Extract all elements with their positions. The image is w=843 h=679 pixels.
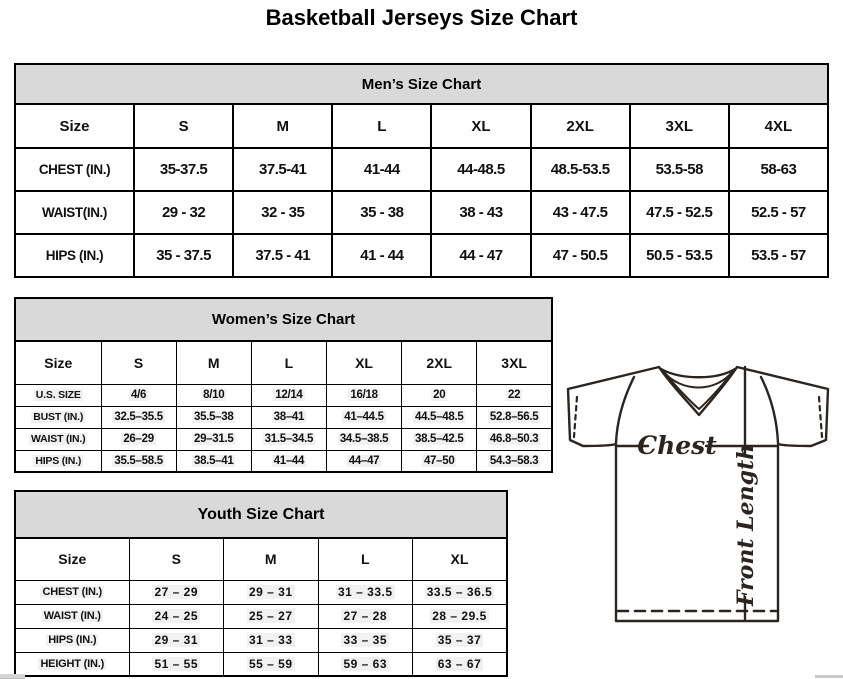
measurement-value-cell: 41-44 (332, 148, 431, 191)
mens-size-table (14, 103, 829, 278)
measurement-row (15, 191, 828, 234)
cell-text: 32.5–35.5 (114, 411, 163, 423)
collar-back-arc-outer (661, 369, 735, 377)
size-header-cell: S (134, 104, 233, 148)
size-header-cell: S (101, 341, 176, 384)
measurement-value-cell (318, 628, 413, 652)
measurement-value-cell: 58-63 (729, 148, 828, 191)
cell-text: 59 – 63 (343, 656, 388, 671)
cell-text: 16/18 (350, 389, 378, 401)
size-header-cell: M (233, 104, 332, 148)
measurement-value-cell: 48.5-53.5 (531, 148, 630, 191)
size-header-cell: 3XL (630, 104, 729, 148)
measurement-value-cell (176, 428, 251, 450)
measurement-row (15, 450, 552, 472)
measurement-value-cell: 53.5 - 57 (729, 234, 828, 277)
measurement-row (15, 384, 552, 406)
cell-text: 27 – 28 (343, 609, 388, 623)
measurement-value-cell (477, 428, 552, 450)
measurement-value-cell (176, 384, 251, 406)
measurement-value-cell: 41 - 44 (332, 234, 431, 277)
measurement-value-cell (251, 384, 326, 406)
jersey-outline (568, 367, 828, 621)
size-header-cell: 3XL (477, 341, 552, 384)
measurement-row (15, 148, 828, 191)
cell-text: 29 – 31 (248, 585, 293, 599)
measurement-row-label (15, 580, 129, 604)
size-header-row (15, 341, 552, 384)
measurement-row-label (15, 604, 129, 628)
size-header-row (15, 538, 507, 580)
cell-text: 55 – 59 (248, 656, 293, 671)
cell-text: HIPS (IN.) (48, 634, 97, 646)
cell-text: 31 – 33 (248, 633, 293, 647)
horizontal-scrollbar-fragment-left[interactable] (0, 674, 25, 679)
measurement-value-cell (326, 450, 401, 472)
measurement-row (15, 604, 507, 628)
measurement-row-label (15, 406, 101, 428)
measurement-row-label (15, 428, 101, 450)
mens-size-chart-section (14, 63, 829, 278)
measurement-value-cell (224, 580, 319, 604)
cell-text: 54.3–58.3 (489, 454, 539, 467)
measurement-value-cell: 47.5 - 52.5 (630, 191, 729, 234)
cell-text: 12/14 (275, 389, 303, 401)
cell-text: 29 – 31 (154, 633, 199, 647)
size-header-cell: 4XL (729, 104, 828, 148)
measurement-value-cell (326, 406, 401, 428)
size-header-cell: XL (413, 538, 508, 580)
measurement-value-cell: 43 - 47.5 (531, 191, 630, 234)
cell-text: 35.5–38 (193, 411, 234, 423)
measurement-value-cell (101, 384, 176, 406)
cell-text: 44.5–48.5 (414, 411, 464, 423)
measurement-row (15, 580, 507, 604)
cell-text: 31.5–34.5 (264, 433, 314, 445)
size-header-cell: M (224, 538, 319, 580)
cell-text: 47–50 (423, 454, 455, 467)
measurement-value-cell (224, 652, 319, 676)
size-column-label: Size (15, 538, 129, 580)
right-cuff-dashed-line (819, 397, 822, 437)
measurement-value-cell (326, 428, 401, 450)
measurement-value-cell (318, 652, 413, 676)
size-header-cell: L (318, 538, 413, 580)
measurement-value-cell: 29 - 32 (134, 191, 233, 234)
measurement-value-cell (176, 450, 251, 472)
left-cuff-dashed-line (574, 397, 577, 437)
measurement-value-cell (129, 580, 224, 604)
measurement-row (15, 406, 552, 428)
cell-text: 4/6 (131, 389, 147, 401)
size-header-cell: 2XL (402, 341, 477, 384)
measurement-row (15, 628, 507, 652)
right-armhole-seam-line (761, 377, 778, 443)
measurement-value-cell: 35 - 37.5 (134, 234, 233, 277)
cell-text: 28 – 29.5 (432, 609, 487, 623)
measurement-value-cell: 53.5-58 (630, 148, 729, 191)
cell-text: 46.8–50.3 (489, 433, 539, 445)
measurement-value-cell (413, 628, 508, 652)
measurement-value-cell (477, 384, 552, 406)
measurement-value-cell: 44-48.5 (431, 148, 530, 191)
measurement-value-cell (413, 580, 508, 604)
youth-size-table (14, 537, 508, 677)
cell-text: WAIST (IN.) (31, 433, 86, 445)
cell-text: 41–44.5 (344, 411, 384, 423)
cell-text: 34.5–38.5 (339, 433, 389, 445)
size-header-cell: 2XL (531, 104, 630, 148)
measurement-value-cell: 47 - 50.5 (531, 234, 630, 277)
measurement-value-cell (224, 628, 319, 652)
measurement-value-cell (129, 628, 224, 652)
measurement-value-cell (101, 450, 176, 472)
cell-text: 51 – 55 (154, 656, 199, 671)
measurement-value-cell (402, 406, 477, 428)
womens-size-chart-section (14, 297, 553, 473)
measurement-value-cell (318, 580, 413, 604)
cell-text: 20 (433, 389, 446, 401)
cell-text: U.S. SIZE (35, 389, 81, 401)
measurement-value-cell (251, 428, 326, 450)
measurement-value-cell (101, 406, 176, 428)
cell-text: 33.5 – 36.5 (426, 585, 493, 599)
youth-size-chart-section (14, 490, 508, 677)
cell-text: 33 – 35 (343, 633, 388, 647)
measurement-row-label (15, 450, 101, 472)
page-title: Basketball Jerseys Size Chart (265, 5, 578, 30)
horizontal-scrollbar-fragment-right[interactable] (815, 675, 843, 678)
measurement-value-cell: 35 - 38 (332, 191, 431, 234)
cell-text: 41–44 (273, 454, 305, 467)
jersey-diagram (555, 353, 843, 649)
cell-text: 38.5–41 (193, 454, 234, 467)
size-header-cell: XL (431, 104, 530, 148)
cell-text: 35 – 37 (437, 633, 482, 647)
size-header-cell: S (129, 538, 224, 580)
size-column-label: Size (15, 104, 134, 148)
cell-text: 8/10 (203, 389, 225, 401)
size-header-cell: M (176, 341, 251, 384)
measurement-row-label (15, 384, 101, 406)
measurement-value-cell: 35-37.5 (134, 148, 233, 191)
measurement-value-cell: 50.5 - 53.5 (630, 234, 729, 277)
size-header-cell: L (251, 341, 326, 384)
measurement-row (15, 234, 828, 277)
measurement-value-cell (129, 652, 224, 676)
chest-label: Chest (637, 431, 717, 460)
measurement-value-cell (326, 384, 401, 406)
measurement-value-cell (101, 428, 176, 450)
measurement-value-cell (402, 450, 477, 472)
cell-text: 25 – 27 (248, 609, 293, 623)
measurement-value-cell (477, 406, 552, 428)
womens-size-table (14, 340, 553, 473)
size-header-cell: L (332, 104, 431, 148)
measurement-row (15, 428, 552, 450)
measurement-row (15, 652, 507, 676)
measurement-value-cell: 38 - 43 (431, 191, 530, 234)
cell-text: 63 – 67 (437, 656, 482, 671)
size-column-label: Size (15, 341, 101, 384)
cell-text: HIPS (IN.) (35, 454, 82, 467)
measurement-row-label: HIPS (IN.) (15, 234, 134, 277)
youth-chart-title: Youth Size Chart (14, 490, 508, 537)
measurement-value-cell (413, 652, 508, 676)
cell-text: 26–29 (123, 433, 154, 445)
measurement-value-cell (477, 450, 552, 472)
left-armhole-seam-line (616, 377, 634, 443)
cell-text: WAIST (IN.) (43, 610, 101, 622)
size-header-cell: XL (326, 341, 401, 384)
measurement-value-cell (129, 604, 224, 628)
cell-text: 29–31.5 (193, 433, 234, 445)
measurement-value-cell (224, 604, 319, 628)
size-header-row (15, 104, 828, 148)
measurement-row-label: CHEST (IN.) (15, 148, 134, 191)
cell-text: 22 (508, 389, 521, 401)
cell-text: 38–41 (273, 411, 305, 423)
measurement-row-label (15, 628, 129, 652)
measurement-value-cell: 37.5-41 (233, 148, 332, 191)
cell-text: 52.8–56.5 (489, 411, 539, 423)
measurement-row-label: WAIST(IN.) (15, 191, 134, 234)
measurement-value-cell (318, 604, 413, 628)
measurement-value-cell: 44 - 47 (431, 234, 530, 277)
measurement-value-cell: 32 - 35 (233, 191, 332, 234)
cell-text: CHEST (IN.) (42, 586, 103, 598)
cell-text: 44–47 (348, 454, 380, 467)
measurement-value-cell (402, 428, 477, 450)
cell-text: 31 – 33.5 (337, 585, 393, 599)
cell-text: 24 – 25 (154, 609, 199, 623)
measurement-value-cell (251, 406, 326, 428)
measurement-value-cell (251, 450, 326, 472)
cell-text: HEIGHT (IN.) (40, 657, 105, 670)
mens-chart-title: Men’s Size Chart (14, 63, 829, 103)
womens-chart-title: Women’s Size Chart (14, 297, 553, 340)
measurement-value-cell: 52.5 - 57 (729, 191, 828, 234)
measurement-value-cell (413, 604, 508, 628)
measurement-value-cell (402, 384, 477, 406)
cell-text: BUST (IN.) (33, 411, 84, 423)
cell-text: 27 – 29 (154, 585, 199, 599)
measurement-row-label (15, 652, 129, 676)
measurement-value-cell: 37.5 - 41 (233, 234, 332, 277)
cell-text: 38.5–42.5 (414, 433, 464, 445)
front-length-label: Front Length (733, 443, 759, 607)
cell-text: 35.5–58.5 (114, 454, 163, 467)
measurement-value-cell (176, 406, 251, 428)
